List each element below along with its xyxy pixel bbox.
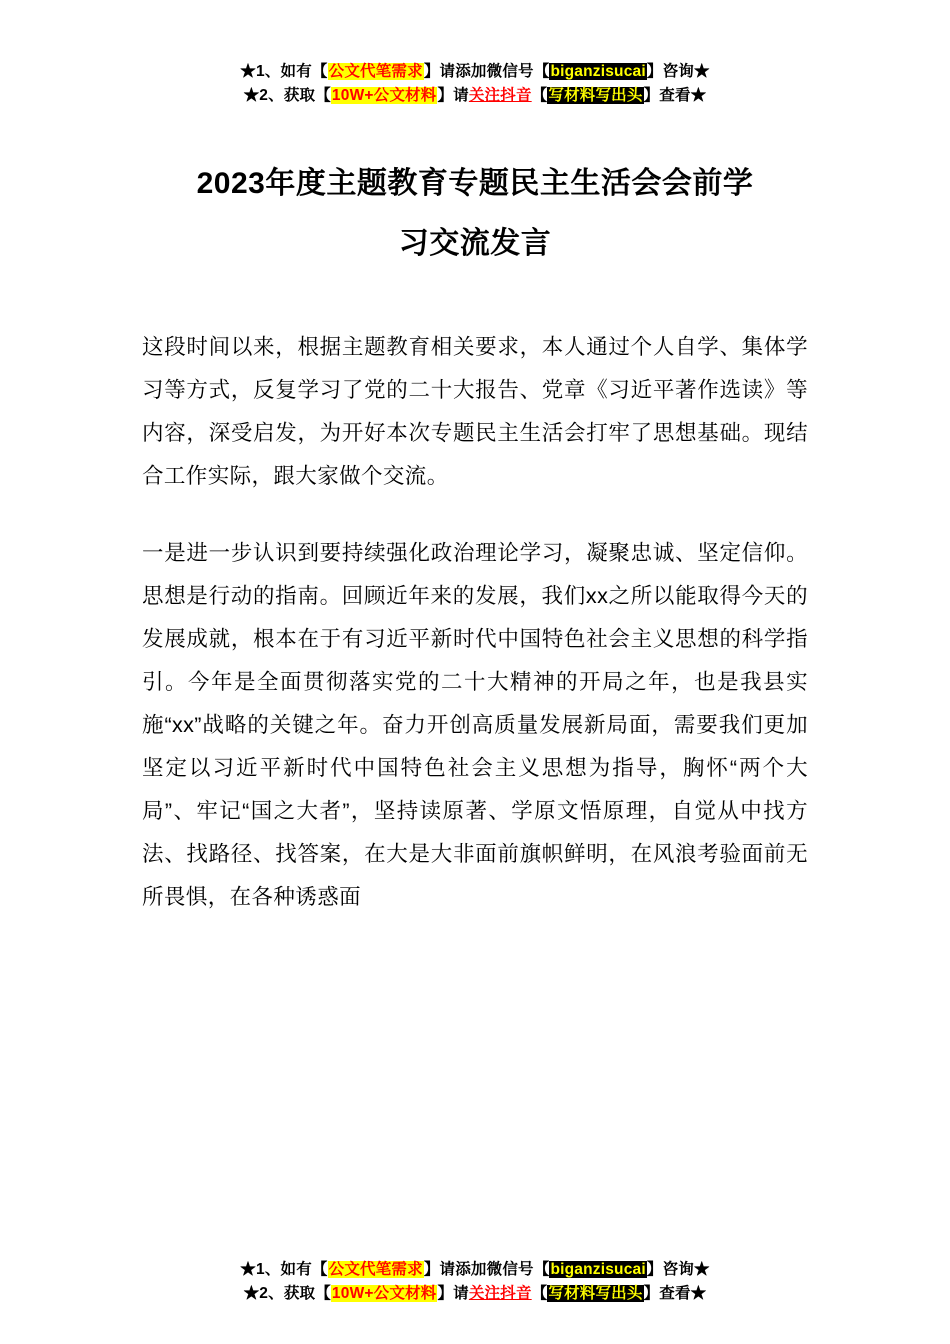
document-title-line-2: 习交流发言 [398,227,552,261]
promo-line-2-prefix: ★2、获取【 [243,87,331,105]
promo-line-1-highlight-1: 公文代笔需求 [328,63,423,80]
promo-line-1 [142,60,808,84]
promo-line-2-underline: 关注抖音 [468,1284,532,1302]
promo-line-2-highlight-2: 写材料写出头 [548,1284,643,1302]
promo-line-2-highlight-1: 10W+公文材料 [331,87,437,105]
promo-line-2-highlight-2: 写材料写出头 [548,87,643,105]
promo-line-2-underline: 关注抖音 [468,87,532,105]
promo-line-1-mid: 】请添加微信号【 [423,63,550,80]
promo-line-2-suffix: 】查看★ [643,1284,707,1302]
promo-line-2-mid: 】请 [437,87,469,105]
promo-line-1-mid: 】请添加微信号【 [423,1260,550,1278]
document-title-line-1: 2023年度主题教育专题民主生活会会前学 [196,167,754,201]
document-body [142,326,808,919]
promo-line-2-suffix: 】查看★ [643,87,707,105]
document-title [142,154,808,274]
promo-line-2-mid: 】请 [437,1284,469,1302]
body-paragraph: 这段时间以来，根据主题教育相关要求，本人通过个人自学、集体学习等方式，反复学习了党的二十大报告、党章《习近平著作选读》等内容，深受启发，为开好本次专题民主生活会打牢了思想基础。现结合工作实际，跟大家做个交流。 [142,335,808,489]
promo-banner-top [142,60,808,108]
promo-line-2 [0,1282,950,1306]
promo-line-2-bracket: 【 [531,1284,548,1302]
promo-line-1-highlight-2: biganzisucai [550,63,646,80]
promo-line-2 [142,84,808,108]
promo-line-1-prefix: ★1、如有【 [240,63,328,80]
promo-line-1-suffix: 】咨询★ [646,1260,710,1278]
promo-line-1 [0,1258,950,1282]
promo-line-1-highlight-2: biganzisucai [550,1260,646,1278]
promo-line-1-prefix: ★1、如有【 [240,1260,328,1278]
promo-line-2-prefix: ★2、获取【 [243,1284,331,1302]
promo-banner-bottom [0,1258,950,1306]
promo-line-2-highlight-1: 10W+公文材料 [331,1284,437,1302]
body-paragraph: 一是进一步认识到要持续强化政治理论学习，凝聚忠诚、坚定信仰。思想是行动的指南。回顾近年来的发展，我们xx之所以能取得今天的发展成就，根本在于有习近平新时代中国特色社会主义思想的科学指引。今年是全面贯彻落实党的二十大精神的开局之年，也是我县实施“xx”战略的关键之年。奋力开创高质量发展新局面，需要我们更加坚定以习近平新时代中国特色社会主义思想为指导，胸怀“两个大局”、牢记“国之大者”，坚持读原著、学原文悟原理，自觉从中找方法、找路径、找答案，在大是大非面前旗帜鲜明，在风浪考验面前无所畏惧，在各种诱惑面 [142,541,808,910]
promo-line-1-highlight-1: 公文代笔需求 [328,1260,423,1278]
promo-line-1-suffix: 】咨询★ [646,63,710,80]
promo-line-2-bracket: 【 [531,87,548,105]
